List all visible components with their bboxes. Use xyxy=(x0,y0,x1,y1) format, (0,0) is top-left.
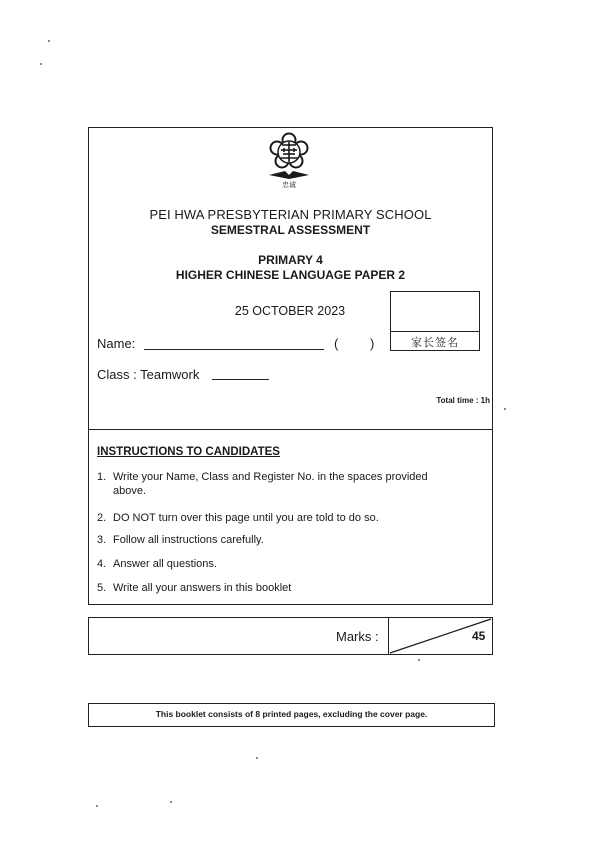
assessment-title: SEMESTRAL ASSESSMENT xyxy=(210,223,371,237)
name-label: Name: xyxy=(97,336,136,351)
school-name: PEI HWA PRESBYTERIAN PRIMARY SCHOOL xyxy=(149,207,432,222)
register-close-paren: ) xyxy=(370,336,375,351)
register-open-paren: ( xyxy=(334,336,339,351)
instruction-text: DO NOT turn over this page until you are told to do so. xyxy=(113,512,379,524)
instruction-item xyxy=(97,511,467,525)
signature-divider xyxy=(390,331,480,332)
scan-speck xyxy=(48,40,50,42)
scan-speck xyxy=(256,757,258,759)
instruction-item xyxy=(97,581,467,595)
paper-title: HIGHER CHINESE LANGUAGE PAPER 2 xyxy=(175,268,406,282)
instruction-text: Write all your answers in this booklet xyxy=(113,582,292,594)
instruction-number: 1. xyxy=(97,471,107,483)
page-count-note: This booklet consists of 8 printed pages, excluding the cover page. xyxy=(155,709,428,719)
scan-speck xyxy=(40,63,42,65)
instructions-title: INSTRUCTIONS TO CANDIDATES xyxy=(97,446,280,458)
name-field[interactable] xyxy=(144,349,324,350)
marks-label: Marks : xyxy=(336,629,379,644)
scan-speck xyxy=(170,801,172,803)
parent-signature-label: 家长签名 xyxy=(411,336,459,349)
scan-speck xyxy=(96,805,98,807)
register-number-field[interactable] xyxy=(212,379,269,380)
exam-date: 25 OCTOBER 2023 xyxy=(234,304,346,318)
instruction-number: 2. xyxy=(97,512,107,524)
instruction-text: Write your Name, Class and Register No. in the spaces provided above. xyxy=(113,471,428,497)
scan-speck xyxy=(504,408,506,410)
instruction-item xyxy=(97,557,467,571)
scan-speck xyxy=(418,659,420,661)
instruction-text: Follow all instructions carefully. xyxy=(113,534,264,546)
instruction-text: Answer all questions. xyxy=(113,558,217,570)
instruction-number: 4. xyxy=(97,558,107,570)
instruction-item xyxy=(97,470,467,498)
marks-total: 45 xyxy=(472,629,486,643)
class-label: Class : Teamwork xyxy=(97,367,200,382)
instruction-number: 5. xyxy=(97,582,107,594)
school-motto: 忠诚 xyxy=(282,181,296,189)
total-time: Total time : 1h xyxy=(436,396,490,405)
instruction-number: 3. xyxy=(97,534,107,546)
instruction-item xyxy=(97,533,467,547)
level-title: PRIMARY 4 xyxy=(258,253,323,267)
